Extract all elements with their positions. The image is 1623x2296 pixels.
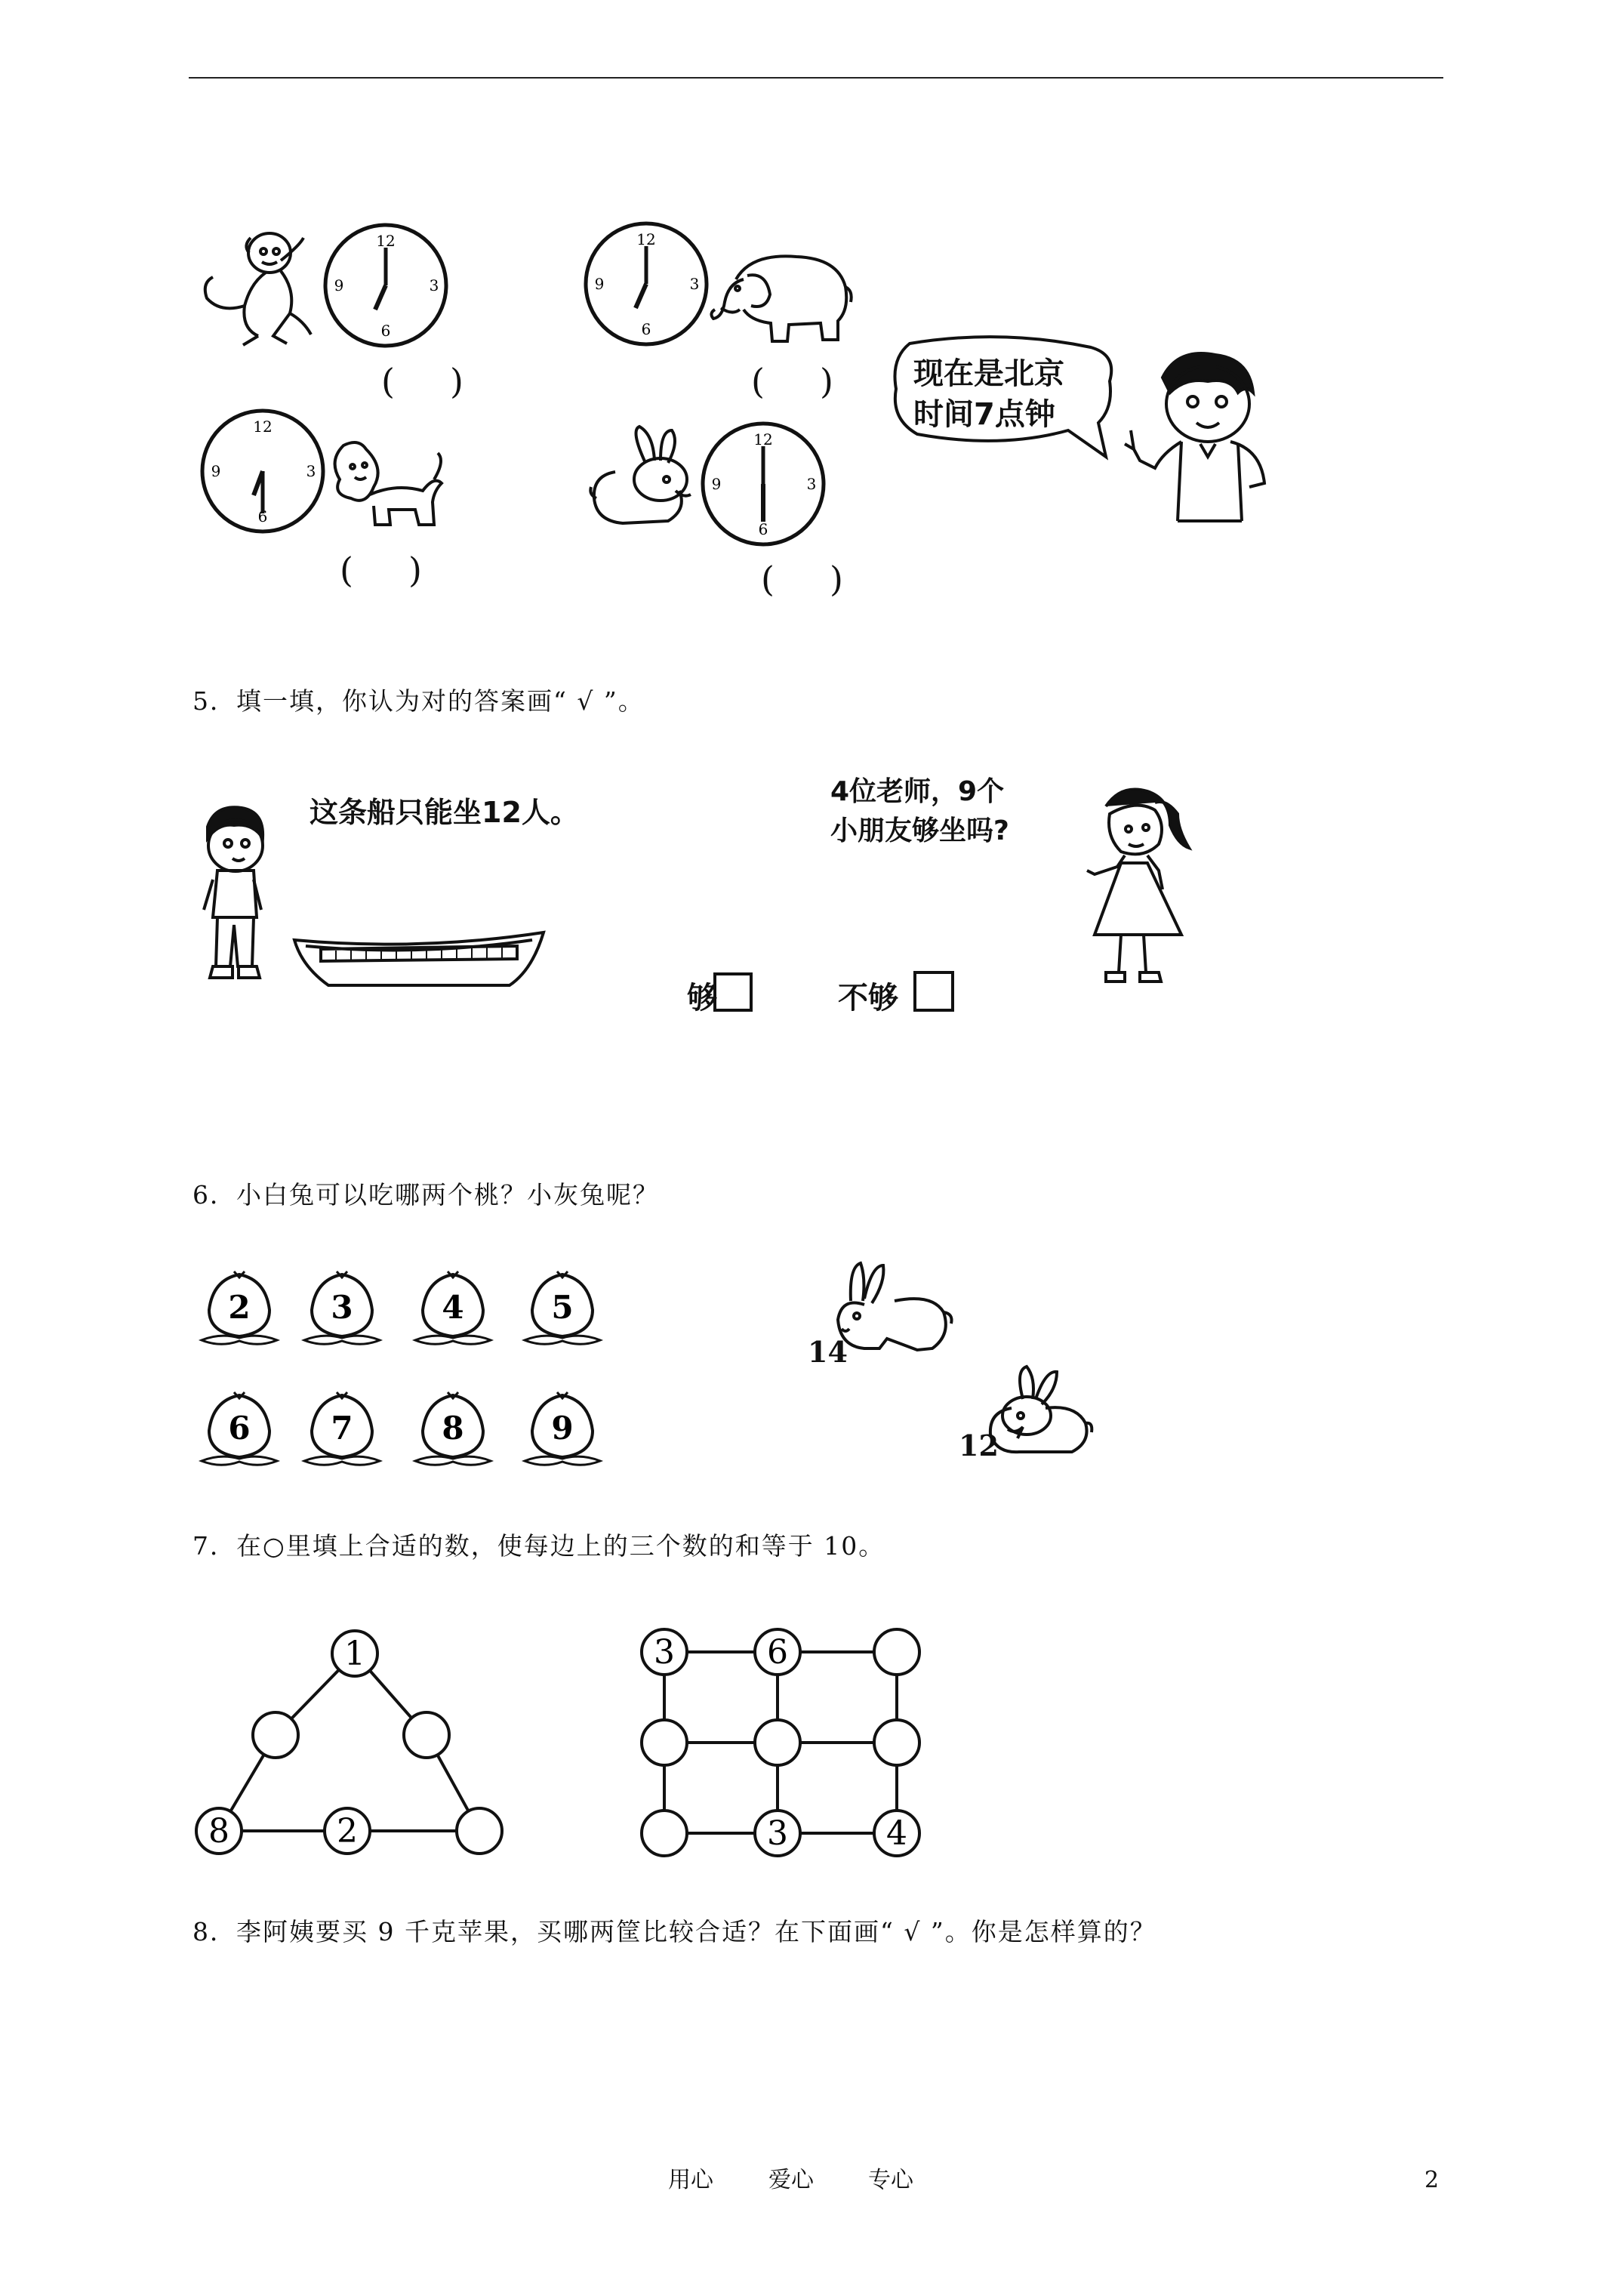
svg-text:3: 3 [767, 1814, 788, 1853]
peach[interactable] [198, 1389, 281, 1472]
clock-monkey [321, 220, 451, 350]
svg-text:6: 6 [380, 322, 391, 340]
svg-text:3: 3 [806, 475, 817, 493]
svg-text:2: 2 [228, 1289, 251, 1326]
svg-text:6: 6 [228, 1410, 251, 1447]
answer-paren-monkey[interactable]: ( ) [381, 361, 464, 402]
speech-line-1: 现在是北京 [913, 356, 1064, 391]
square-puzzle [642, 1623, 929, 1865]
gray-rabbit-number: 12 [959, 1428, 999, 1462]
elephant-illustration [706, 249, 857, 347]
svg-text:12: 12 [753, 430, 773, 448]
peach[interactable] [300, 1268, 383, 1351]
svg-text:9: 9 [334, 276, 344, 294]
peach[interactable] [198, 1268, 281, 1351]
peach[interactable] [521, 1268, 604, 1351]
svg-text:12: 12 [253, 418, 273, 436]
svg-text:8: 8 [208, 1812, 229, 1851]
girl-illustration [1064, 784, 1200, 995]
footer-item-2: 爱心 [768, 2167, 814, 2193]
triangle-circle-bottom-right [457, 1808, 502, 1854]
svg-text:12: 12 [376, 232, 396, 250]
q7-title: 7．在○里填上合适的数，使每边上的三个数的和等于 10。 [192, 1531, 885, 1561]
svg-text:6: 6 [257, 507, 268, 525]
boy-speech: 这条船只能坐12人。 [310, 796, 579, 829]
svg-text:9: 9 [711, 475, 722, 493]
answer-paren-elephant[interactable]: ( ) [751, 361, 834, 402]
clock-lion [198, 406, 328, 536]
svg-text:3: 3 [689, 275, 700, 293]
triangle-circle-left-middle [253, 1712, 298, 1758]
option-enough-checkbox[interactable] [713, 972, 753, 1012]
lion-illustration [321, 430, 449, 536]
q6-title: 6．小白兔可以吃哪两个桃？小灰兔呢？ [192, 1180, 659, 1210]
q5-title: 5．填一填，你认为对的答案画“ √ ”。 [192, 686, 645, 716]
svg-text:4: 4 [442, 1289, 464, 1326]
triangle-puzzle [192, 1623, 517, 1865]
peach[interactable] [411, 1268, 494, 1351]
svg-text:3: 3 [331, 1289, 353, 1326]
peach[interactable] [300, 1389, 383, 1472]
option-not-enough-checkbox[interactable] [913, 971, 954, 1012]
answer-paren-rabbit[interactable]: ( ) [761, 559, 844, 599]
svg-text:6: 6 [767, 1633, 788, 1672]
boy-pointing-illustration [1117, 347, 1276, 529]
clock-rabbit [698, 419, 828, 549]
svg-text:9: 9 [211, 462, 221, 480]
girl-speech-line-2: 小朋友够坐吗? [830, 815, 1009, 846]
svg-text:3: 3 [306, 462, 316, 480]
svg-text:4: 4 [886, 1814, 907, 1853]
footer-item-1: 用心 [668, 2167, 713, 2193]
rabbit-illustration [585, 427, 706, 532]
svg-text:12: 12 [636, 230, 656, 248]
svg-text:6: 6 [641, 320, 651, 338]
svg-text:8: 8 [442, 1410, 464, 1447]
boy-illustration [196, 804, 272, 993]
triangle-circle-right-middle [404, 1712, 449, 1758]
speech-line-2: 时间7点钟 [913, 397, 1055, 432]
svg-text:9: 9 [594, 275, 605, 293]
answer-paren-lion[interactable]: ( ) [340, 550, 423, 590]
page-number: 2 [1424, 2167, 1440, 2193]
svg-text:1: 1 [344, 1635, 365, 1673]
svg-text:9: 9 [551, 1410, 574, 1447]
monkey-illustration [198, 223, 326, 351]
header-rule [189, 77, 1443, 79]
svg-text:2: 2 [337, 1812, 358, 1851]
clock-elephant [581, 219, 711, 349]
footer-item-3: 专心 [868, 2167, 913, 2193]
svg-text:3: 3 [654, 1633, 675, 1672]
option-not-enough-label: 不够 [838, 981, 898, 1015]
svg-text:5: 5 [551, 1289, 574, 1326]
girl-speech-line-1: 4位老师，9个 [830, 776, 1005, 807]
q8-title: 8．李阿姨要买 9 千克苹果，买哪两筐比较合适？在下面画“ √ ”。你是怎样算的？ [192, 1917, 1156, 1946]
peach[interactable] [521, 1389, 604, 1472]
svg-text:6: 6 [758, 520, 768, 538]
boat-illustration [291, 925, 547, 993]
option-enough-label: 够 [687, 981, 717, 1015]
svg-text:7: 7 [331, 1410, 353, 1447]
peach[interactable] [411, 1389, 494, 1472]
svg-text:3: 3 [429, 276, 439, 294]
white-rabbit-number: 14 [808, 1335, 848, 1369]
